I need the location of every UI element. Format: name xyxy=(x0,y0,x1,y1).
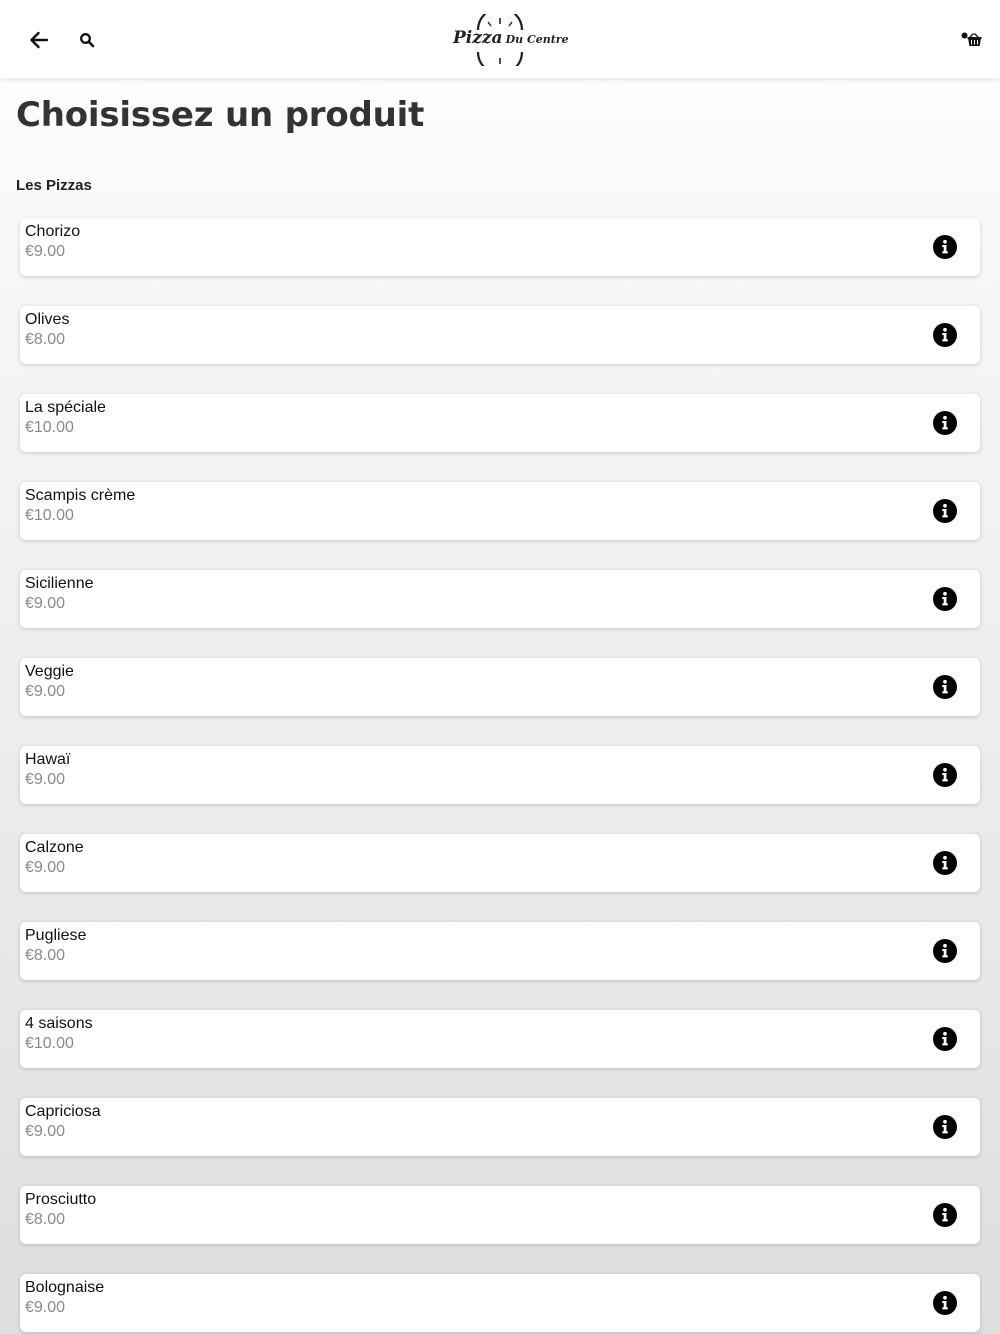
product-card[interactable] xyxy=(20,394,980,452)
product-price: €10.00 xyxy=(25,507,74,524)
product-name: Veggie xyxy=(25,663,74,680)
info-icon xyxy=(933,323,957,347)
product-list xyxy=(20,218,980,1334)
product-info-button[interactable] xyxy=(933,411,957,435)
product-info-button[interactable] xyxy=(933,323,957,347)
info-icon xyxy=(933,235,957,259)
product-name: Capriciosa xyxy=(25,1103,101,1120)
product-name: Sicilienne xyxy=(25,575,94,592)
info-icon xyxy=(933,411,957,435)
product-price: €9.00 xyxy=(25,243,66,260)
basket-icon xyxy=(961,32,983,48)
search-icon xyxy=(79,32,95,48)
product-price: €9.00 xyxy=(25,1299,66,1316)
logo-word-pizza: Pizza xyxy=(453,28,503,48)
product-price: €9.00 xyxy=(25,1123,66,1140)
info-icon xyxy=(933,587,957,611)
product-name: Scampis crème xyxy=(25,487,136,504)
product-info-button[interactable] xyxy=(933,763,957,787)
page-title: Choisissez un produit xyxy=(16,95,425,135)
info-icon xyxy=(933,939,957,963)
product-card[interactable] xyxy=(20,306,980,364)
product-card[interactable] xyxy=(20,658,980,716)
info-icon xyxy=(933,763,957,787)
product-price: €9.00 xyxy=(25,683,66,700)
product-card[interactable] xyxy=(20,1098,980,1156)
logo-word-du-centre: Du Centre xyxy=(505,33,569,46)
arrow-left-icon xyxy=(29,31,49,49)
product-price: €9.00 xyxy=(25,859,66,876)
product-name: Calzone xyxy=(25,839,84,856)
product-price: €10.00 xyxy=(25,1035,74,1052)
product-info-button[interactable] xyxy=(933,235,957,259)
info-icon xyxy=(933,1115,957,1139)
product-info-button[interactable] xyxy=(933,939,957,963)
section-title: Les Pizzas xyxy=(16,177,92,194)
product-card[interactable] xyxy=(20,482,980,540)
product-price: €9.00 xyxy=(25,771,66,788)
search-button[interactable] xyxy=(69,22,105,58)
product-info-button[interactable] xyxy=(933,499,957,523)
info-icon xyxy=(933,851,957,875)
product-name: Olives xyxy=(25,311,70,328)
info-icon xyxy=(933,675,957,699)
logo-wordmark xyxy=(453,28,569,48)
product-info-button[interactable] xyxy=(933,587,957,611)
product-info-button[interactable] xyxy=(933,1291,957,1315)
product-card[interactable] xyxy=(20,922,980,980)
product-card[interactable] xyxy=(20,1274,980,1332)
app-header xyxy=(0,0,1000,78)
info-icon xyxy=(933,1203,957,1227)
product-name: Chorizo xyxy=(25,223,81,240)
product-info-button[interactable] xyxy=(933,1115,957,1139)
product-card[interactable] xyxy=(20,1010,980,1068)
product-card[interactable] xyxy=(20,746,980,804)
product-name: Bolognaise xyxy=(25,1279,105,1296)
cart-button[interactable] xyxy=(954,22,990,58)
product-card[interactable] xyxy=(20,834,980,892)
product-card[interactable] xyxy=(20,1186,980,1244)
product-card[interactable] xyxy=(20,218,980,276)
info-icon xyxy=(933,1027,957,1051)
product-name: Pugliese xyxy=(25,927,87,944)
product-price: €8.00 xyxy=(25,331,66,348)
product-info-button[interactable] xyxy=(933,1203,957,1227)
product-name: 4 saisons xyxy=(25,1015,93,1032)
info-icon xyxy=(933,1291,957,1315)
product-info-button[interactable] xyxy=(933,851,957,875)
product-price: €8.00 xyxy=(25,947,66,964)
product-name: Prosciutto xyxy=(25,1191,97,1208)
product-card[interactable] xyxy=(20,570,980,628)
product-name: La spéciale xyxy=(25,399,106,416)
product-info-button[interactable] xyxy=(933,675,957,699)
product-info-button[interactable] xyxy=(933,1027,957,1051)
product-price: €10.00 xyxy=(25,419,74,436)
product-price: €9.00 xyxy=(25,595,66,612)
info-icon xyxy=(933,499,957,523)
product-price: €8.00 xyxy=(25,1211,66,1228)
back-button[interactable] xyxy=(21,22,57,58)
product-name: Hawaï xyxy=(25,751,71,768)
brand-logo[interactable] xyxy=(450,14,569,66)
